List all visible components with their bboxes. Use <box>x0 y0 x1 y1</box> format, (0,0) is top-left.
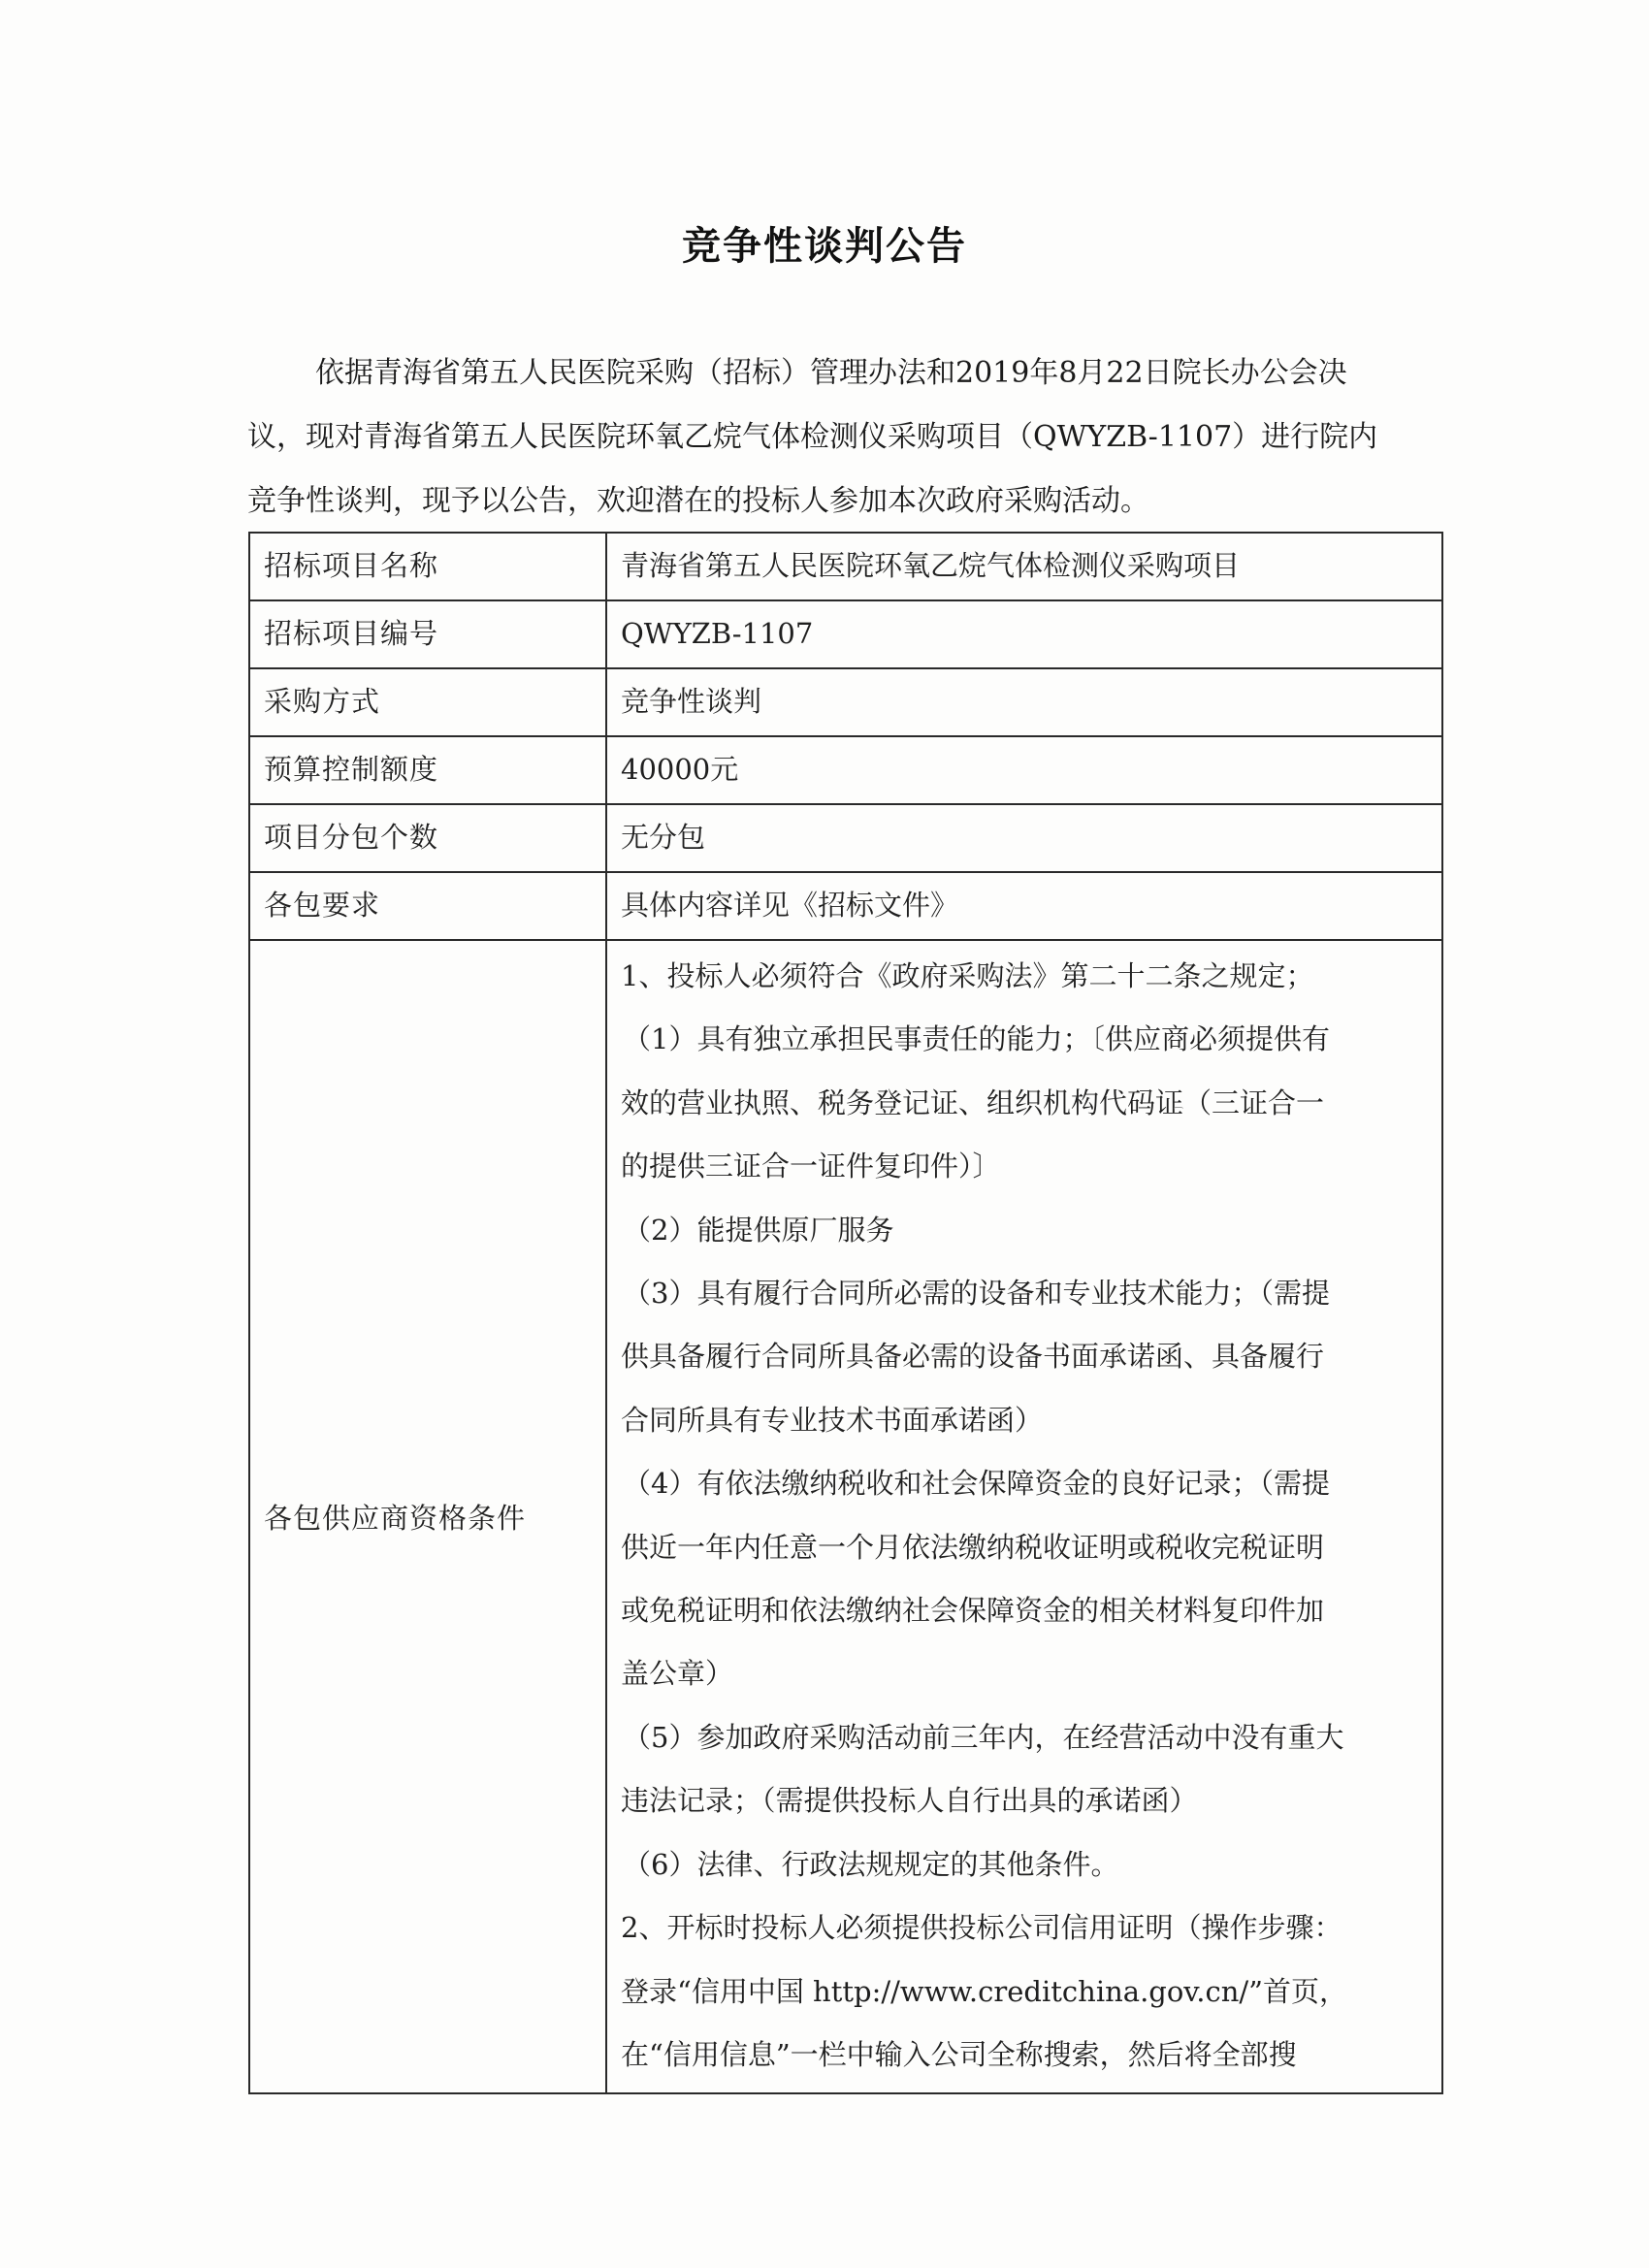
scan-artifact <box>1174 1107 1183 1112</box>
table-row-qualifications <box>249 940 1442 2093</box>
qualifications-content <box>606 940 1442 2093</box>
qualification-line: 供具备履行合同所具备必需的设备书面承诺函、具备履行 <box>621 1340 1325 1374</box>
qualification-line: （2）能提供原厂服务 <box>623 1213 894 1247</box>
budget-value: 40000元 <box>606 736 1442 804</box>
document-title: 竞争性谈判公告 <box>682 224 967 269</box>
project-name-label: 招标项目名称 <box>249 533 606 600</box>
qualifications-label: 各包供应商资格条件 <box>249 940 606 2093</box>
table-row-package-count <box>249 804 1442 872</box>
qualification-line: 1、投标人必须符合《政府采购法》第二十二条之规定； <box>621 959 1314 992</box>
project-name-value: 青海省第五人民医院环氧乙烷气体检测仪采购项目 <box>606 533 1442 600</box>
qualification-line: 盖公章） <box>621 1657 734 1691</box>
package-count-label: 项目分包个数 <box>249 804 606 872</box>
qualification-line: 效的营业执照、税务登记证、组织机构代码证（三证合一 <box>621 1085 1325 1119</box>
qualification-line: 在“信用信息”一栏中输入公司全称搜索，然后将全部搜 <box>621 2037 1297 2071</box>
package-requirements-value: 具体内容详见《招标文件》 <box>606 872 1442 940</box>
bid-info-table <box>248 532 1443 2094</box>
qualification-line: 登录“信用中国 http://www.creditchina.gov.cn/”首页， <box>621 1974 1347 2008</box>
qualification-line: 2、开标时投标人必须提供投标公司信用证明（操作步骤： <box>621 1911 1342 1945</box>
table-row-procurement-method <box>249 668 1442 736</box>
intro-line: 依据青海省第五人民医院采购（招标）管理办法和2019年8月22日院长办公会决 <box>315 356 1347 390</box>
qualification-line: 供近一年内任意一个月依法缴纳税收证明或税收完税证明 <box>621 1530 1325 1564</box>
qualification-line: 的提供三证合一证件复印件）〕 <box>621 1150 1001 1183</box>
intro-line: 竞争性谈判，现予以公告，欢迎潜在的投标人参加本次政府采购活动。 <box>247 484 1149 518</box>
project-number-value: QWYZB-1107 <box>606 600 1442 668</box>
table-row-project-name <box>249 533 1442 600</box>
package-count-value: 无分包 <box>606 804 1442 872</box>
qualification-line: （4）有依法缴纳税收和社会保障资金的良好记录；（需提 <box>623 1467 1330 1501</box>
qualification-line: （3）具有履行合同所必需的设备和专业技术能力；（需提 <box>623 1277 1330 1311</box>
qualification-line: （5）参加政府采购活动前三年内，在经营活动中没有重大 <box>623 1720 1344 1754</box>
procurement-method-label: 采购方式 <box>249 668 606 736</box>
project-number-label: 招标项目编号 <box>249 600 606 668</box>
qualification-line: 违法记录；（需提供投标人自行出具的承诺函） <box>621 1784 1198 1818</box>
qualification-line: （1）具有独立承担民事责任的能力；〔供应商必须提供有 <box>623 1022 1330 1056</box>
package-requirements-label: 各包要求 <box>249 872 606 940</box>
intro-paragraph <box>247 341 1440 534</box>
qualification-line: （6）法律、行政法规规定的其他条件。 <box>623 1847 1119 1881</box>
table-row-budget <box>249 736 1442 804</box>
table-row-package-requirements <box>249 872 1442 940</box>
qualification-line: 或免税证明和依法缴纳社会保障资金的相关材料复印件加 <box>621 1594 1325 1628</box>
intro-line: 议，现对青海省第五人民医院环氧乙烷气体检测仪采购项目（QWYZB-1107）进行院内 <box>247 420 1378 454</box>
qualification-line: 合同所具有专业技术书面承诺函） <box>621 1403 1044 1437</box>
procurement-method-value: 竞争性谈判 <box>606 668 1442 736</box>
budget-label: 预算控制额度 <box>249 736 606 804</box>
table-row-project-number <box>249 600 1442 668</box>
